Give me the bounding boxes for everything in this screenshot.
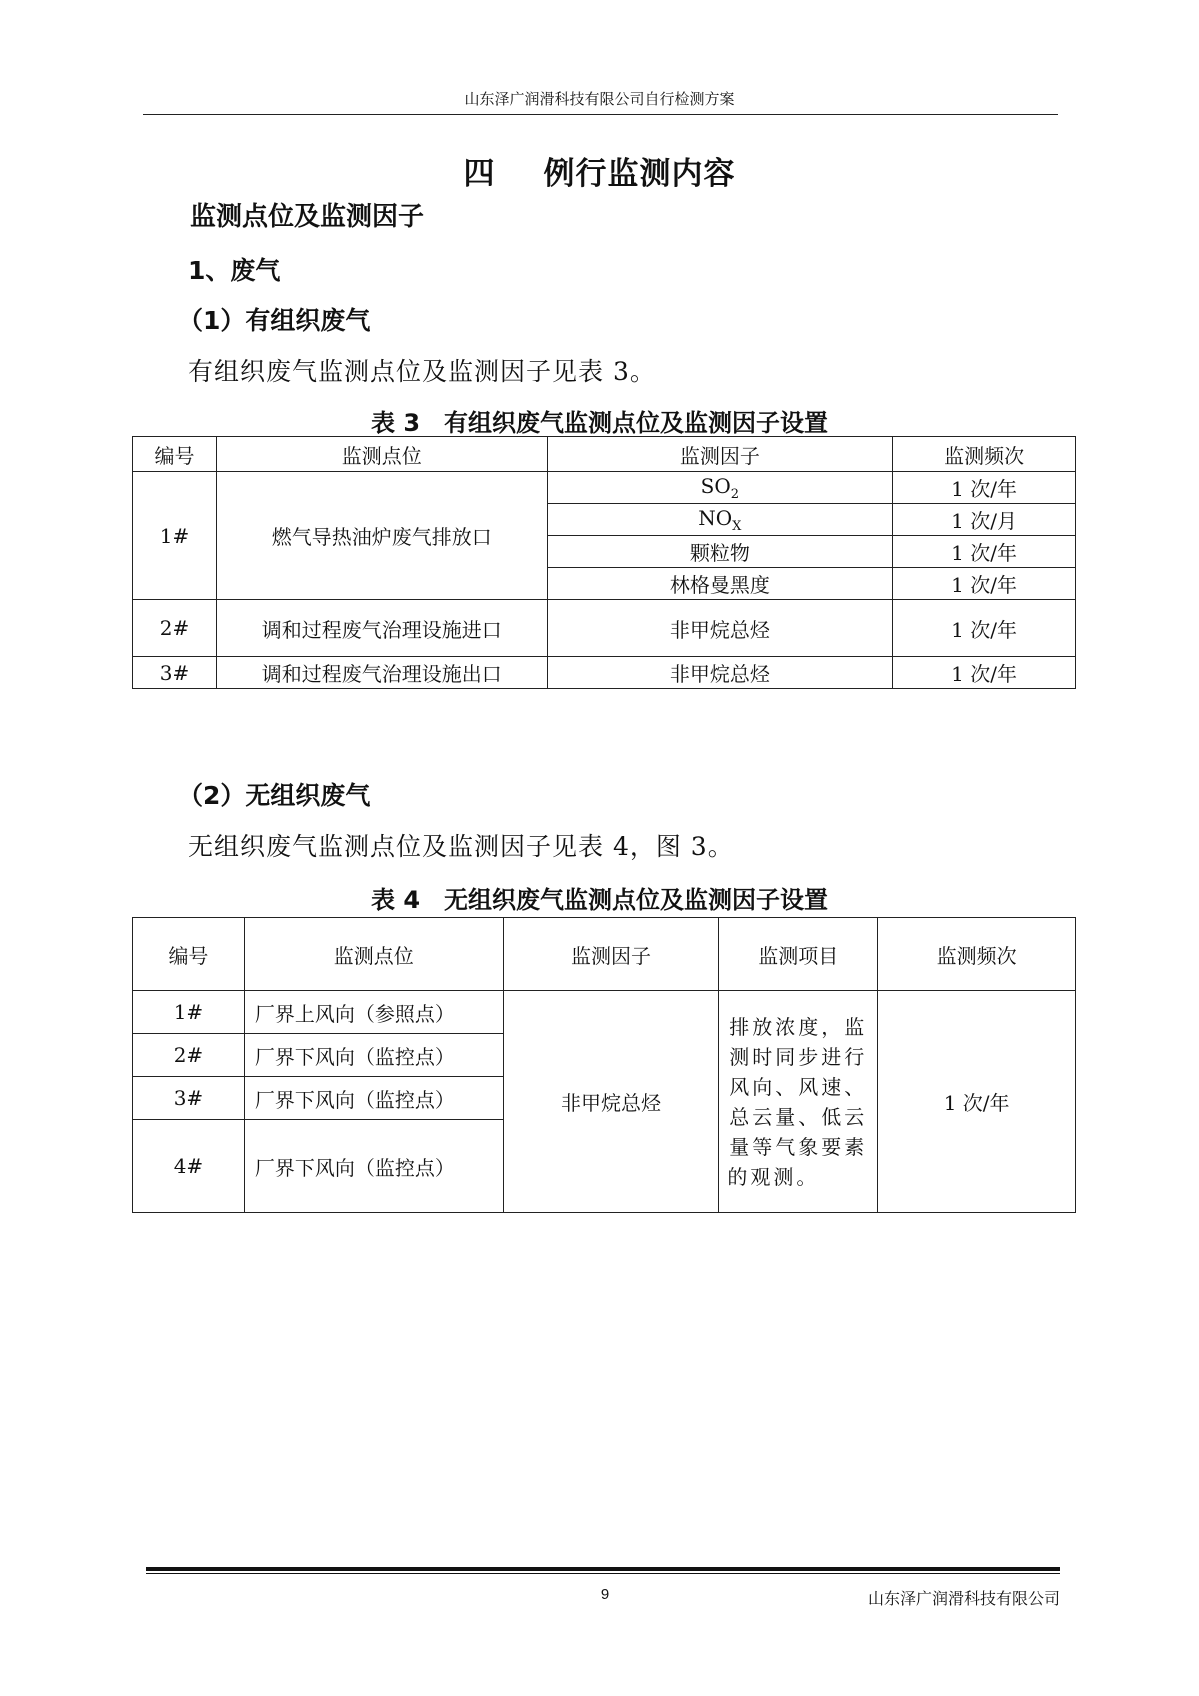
footer-rule-thick [146,1567,1060,1571]
table3-row1-location: 燃气导热油炉废气排放口 [216,472,547,600]
table3-header-id: 编号 [133,437,217,472]
table3-caption: 表 3 有组织废气监测点位及监测因子设置 [370,409,829,437]
table3-factor-nox: $NO_X$ [547,504,893,536]
table3-freq-nox: 1 次/月 [893,504,1076,536]
table3-header-frequency: 监测频次 [893,437,1076,472]
table3-freq-so2: 1 次/年 [893,472,1076,504]
unorganized-intro: 无组织废气监测点位及监测因子见表 4，图 3。 [188,832,734,861]
table-row [133,991,1076,1034]
table3-freq-particulate: 1 次/年 [893,536,1076,568]
table3-row2-freq: 1 次/年 [893,600,1076,657]
running-header: 山东泽广润滑科技有限公司自行检测方案 [464,90,735,108]
table4-row2-id: 2# [133,1034,245,1077]
header-rule [143,114,1058,115]
table3-row2-location: 调和过程废气治理设施进口 [216,600,547,657]
table4-row3-id: 3# [133,1077,245,1120]
table4-row1-location: 厂界上风向（参照点） [244,991,503,1034]
table4-factor: 非甲烷总烃 [503,991,719,1213]
table4-header-frequency: 监测频次 [878,918,1076,991]
page-number: 9 [600,1586,610,1603]
footer-rule-thin [146,1573,1060,1574]
table3-factor-so2: $SO_2$ [547,472,893,504]
unorganized-heading: （2）无组织废气 [178,781,371,810]
table3-row2-id: 2# [133,600,217,657]
table4 [132,917,1076,1213]
table4-header-id: 编号 [133,918,245,991]
organized-heading: （1）有组织废气 [178,306,371,335]
table3-factor-particulate: 颗粒物 [547,536,893,568]
table4-row3-location: 厂界下风向（监控点） [244,1077,503,1120]
table-row [133,472,1076,504]
table3 [132,436,1076,689]
table3-row3-id: 3# [133,657,217,689]
table4-row2-location: 厂界下风向（监控点） [244,1034,503,1077]
table4-item: 排放浓度，监测时同步进行风向、风速、总云量、低云量等气象要素的观测。 [719,991,878,1213]
table3-row3-factor: 非甲烷总烃 [547,657,893,689]
table4-header-item: 监测项目 [719,918,878,991]
organized-intro: 有组织废气监测点位及监测因子见表 3。 [188,357,656,386]
table4-row4-location: 厂界下风向（监控点） [244,1120,503,1213]
table3-row3-location: 调和过程废气治理设施出口 [216,657,547,689]
table4-header-location: 监测点位 [244,918,503,991]
table-row [133,600,1076,657]
section-title: 监测点位及监测因子 [190,202,425,232]
chapter-heading [0,148,1199,193]
table3-row1-id: 1# [133,472,217,600]
table4-header-factor: 监测因子 [503,918,719,991]
table3-row2-factor: 非甲烷总烃 [547,600,893,657]
table4-row4-id: 4# [133,1120,245,1213]
table3-header-location: 监测点位 [216,437,547,472]
table-row [133,657,1076,689]
table3-header-factor: 监测因子 [547,437,893,472]
chapter-title: 例行监测内容 [543,156,736,192]
table3-factor-ringelmann: 林格曼黑度 [547,568,893,600]
table4-row1-id: 1# [133,991,245,1034]
table3-freq-ringelmann: 1 次/年 [893,568,1076,600]
table3-row3-freq: 1 次/年 [893,657,1076,689]
footer-company: 山东泽广润滑科技有限公司 [867,1589,1060,1608]
subsection-title: 1、废气 [188,256,281,285]
chapter-number: 四 [463,156,496,192]
table4-frequency: 1 次/年 [878,991,1076,1213]
table4-caption: 表 4 无组织废气监测点位及监测因子设置 [370,886,829,914]
